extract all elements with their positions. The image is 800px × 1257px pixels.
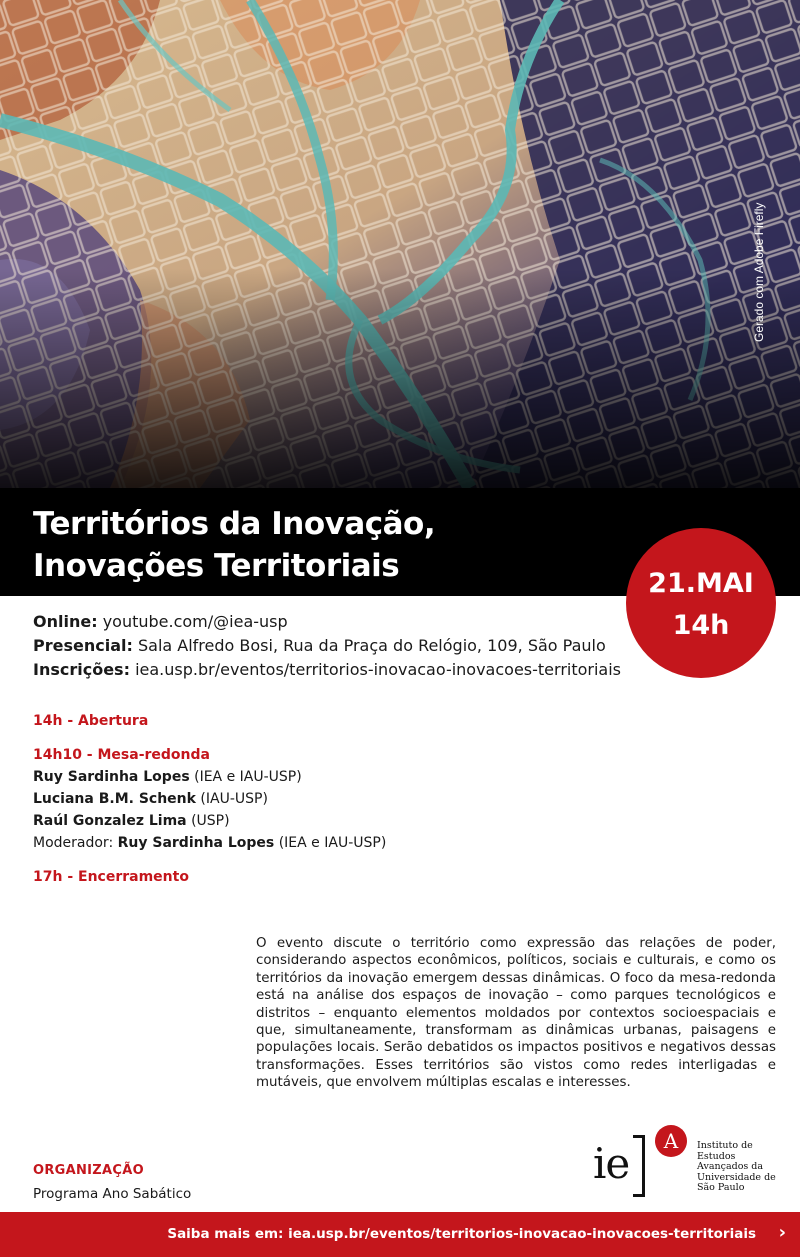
event-title-line-2: Inovações Territoriais xyxy=(33,548,400,584)
speaker-name: Luciana B.M. Schenk xyxy=(33,791,196,807)
presencial-label: Presencial: xyxy=(33,636,133,655)
inscricoes-row[interactable] xyxy=(33,658,621,682)
program-schedule xyxy=(33,710,386,888)
logo-mark: ie xyxy=(593,1139,630,1188)
inscricoes-label: Inscrições: xyxy=(33,660,130,679)
date-time: 14h xyxy=(672,610,730,641)
event-title-line-1: Territórios da Inovação, xyxy=(33,506,436,542)
logo-letter-badge: A xyxy=(655,1125,687,1157)
online-link[interactable]: youtube.com/@iea-usp xyxy=(97,612,288,631)
speaker-affiliation: (IAU-USP) xyxy=(195,791,268,807)
presencial-address: Sala Alfredo Bosi, Rua da Praça do Relógio, 109, São Paulo xyxy=(132,636,606,655)
hero-map-image xyxy=(0,0,800,488)
event-description: O evento discute o território como expressão das relações de poder, considerando aspectos econômicos, políticos, sociais e culturais, e como os territórios da inovação emergem dessas dinâmicas. O foco da mesa-redonda está na análise dos espaços de inovação – como parques tecnológicos e distritos – enquanto elementos moldados por contextos socioespaciais e que, simultaneamente, transformam as dinâmicas urbanas, paisagens e populações locais. Serão debatidos os impactos positivos e negativos dessas transformações. Esses territórios são vistos como redes interligadas e mutáveis, que envolvem múltiplas escalas e interesses. xyxy=(256,936,776,1091)
speaker-affiliation: (USP) xyxy=(186,813,230,829)
logo-institution-name: Instituto de Estudos Avançados da Universidade de São Paulo xyxy=(697,1140,776,1194)
moderator-name: Ruy Sardinha Lopes xyxy=(117,835,275,851)
image-credit-text: Gerado com Adobe Firefly xyxy=(752,202,766,342)
map-illustration xyxy=(0,0,800,488)
date-badge xyxy=(626,528,776,678)
chevron-right-icon[interactable]: › xyxy=(778,1222,786,1243)
image-credit xyxy=(752,202,770,488)
organization-label: ORGANIZAÇÃO xyxy=(33,1163,144,1178)
iea-logo[interactable] xyxy=(593,1125,783,1200)
speaker-name: Raúl Gonzalez Lima xyxy=(33,813,187,829)
more-info-bar[interactable] xyxy=(0,1212,800,1257)
speaker-row xyxy=(33,788,386,810)
date-day: 21.MAI xyxy=(648,568,754,599)
inscricoes-link[interactable]: iea.usp.br/eventos/territorios-inovacao-inovacoes-territoriais xyxy=(129,660,622,679)
speaker-row xyxy=(33,766,386,788)
online-row[interactable] xyxy=(33,610,621,634)
speaker-affiliation: (IEA e IAU-USP) xyxy=(189,769,302,785)
organization-value: Programa Ano Sabático xyxy=(33,1186,192,1202)
speaker-row xyxy=(33,810,386,832)
presencial-row xyxy=(33,634,621,658)
event-info xyxy=(33,610,621,682)
online-label: Online: xyxy=(33,612,98,631)
event-title xyxy=(33,503,435,587)
speaker-name: Ruy Sardinha Lopes xyxy=(33,769,190,785)
moderator-affiliation: (IEA e IAU-USP) xyxy=(274,835,387,851)
more-info-link[interactable]: Saiba mais em: iea.usp.br/eventos/territorios-inovacao-inovacoes-territoriais xyxy=(167,1226,756,1242)
schedule-abertura: 14h - Abertura xyxy=(33,713,149,729)
schedule-encerramento: 17h - Encerramento xyxy=(33,869,189,885)
moderator-row xyxy=(33,832,386,854)
schedule-mesa-redonda: 14h10 - Mesa-redonda xyxy=(33,747,210,763)
moderator-prefix: Moderador: xyxy=(33,835,118,851)
